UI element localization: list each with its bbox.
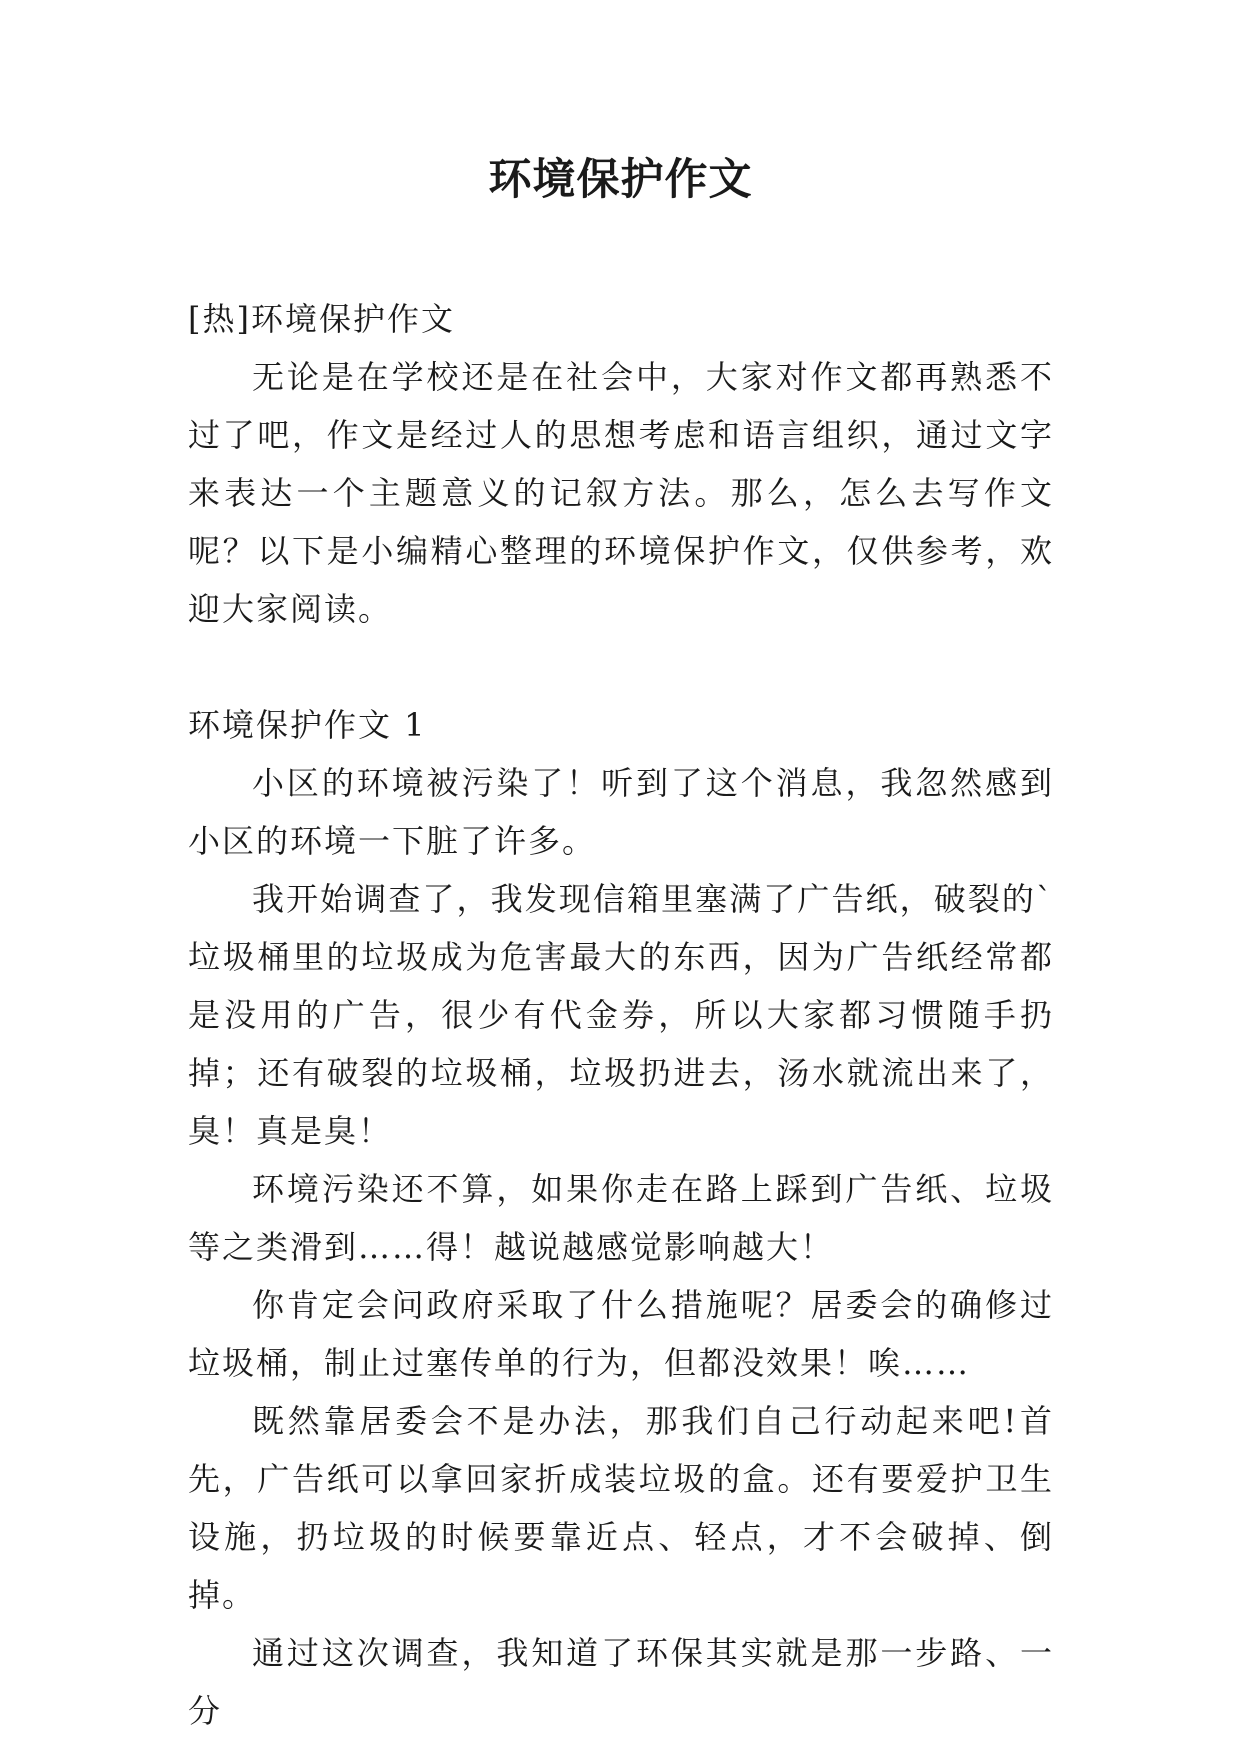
document-title: 环境保护作文	[488, 155, 753, 205]
body-paragraph-4: 你肯定会问政府采取了什么措施呢？居委会的确修过垃圾桶，制止过塞传单的行为，但都没效果！唉……	[188, 1286, 1054, 1382]
document-body	[188, 290, 1054, 1740]
body-paragraph-6: 通过这次调查，我知道了环保其实就是那一步路、一分	[188, 1634, 1054, 1730]
section-spacer	[188, 638, 1054, 696]
body-paragraph-2: 我开始调查了，我发现信箱里塞满了广告纸，破裂的`垃圾桶里的垃圾成为危害最大的东西，因为广告纸经常都是没用的广告，很少有代金券，所以大家都习惯随手扔掉；还有破裂的垃圾桶，垃圾扔进去，汤水就流出来了，臭！真是臭！	[188, 880, 1054, 1150]
intro-paragraph: 无论是在学校还是在社会中，大家对作文都再熟悉不过了吧，作文是经过人的思想考虑和语言组织，通过文字来表达一个主题意义的记叙方法。那么，怎么去写作文呢？以下是小编精心整理的环境保护作文，仅供参考，欢迎大家阅读。	[188, 358, 1054, 628]
section-title: 环境保护作文 1	[188, 706, 427, 744]
body-paragraph-1: 小区的环境被污染了！听到了这个消息，我忽然感到小区的环境一下脏了许多。	[188, 764, 1054, 860]
body-paragraph-3: 环境污染还不算，如果你走在路上踩到广告纸、垃圾等之类滑到……得！越说越感觉影响越大！	[188, 1170, 1054, 1266]
article-heading: [热]环境保护作文	[188, 300, 455, 338]
body-paragraph-5: 既然靠居委会不是办法，那我们自己行动起来吧!首先，广告纸可以拿回家折成装垃圾的盒。还有要爱护卫生设施，扔垃圾的时候要靠近点、轻点，才不会破掉、倒掉。	[188, 1402, 1054, 1614]
